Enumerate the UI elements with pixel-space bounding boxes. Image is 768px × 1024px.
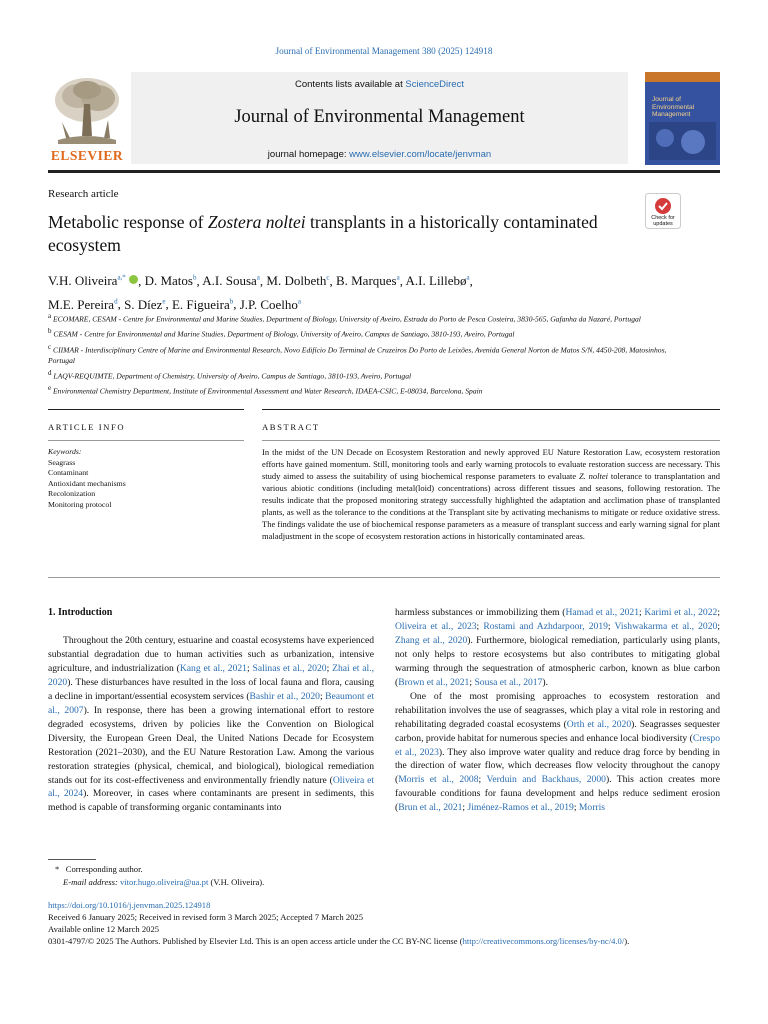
citation-link[interactable]: Vishwakarma et al., 2020 <box>614 620 718 632</box>
body-text: ; <box>717 607 720 618</box>
citation-link[interactable]: Oliveira et al., 2023 <box>395 620 477 632</box>
abstract-mid-rule <box>262 440 720 441</box>
body-text: ; <box>573 802 579 814</box>
keyword: Monitoring protocol <box>48 499 112 509</box>
body-text: ). This action creates more favourable conditions for fauna development and helps reduce sediment erosion ( <box>395 774 720 814</box>
doi-link[interactable]: https://doi.org/10.1016/j.jenvman.2025.124918 <box>48 900 211 910</box>
author[interactable]: E. Figueira$^b$ <box>171 296 234 312</box>
abstract-text: In the midst of the UN Decade on Ecosystem Restoration and newly approved EU Nature Restoration Law, ecosystem restoration efforts have gained momentum. Still, monitoring tools and early warning protocols to evaluate restoration success are necessary. This study aimed to assess the suitability of using biochemical response parameters to evaluate Z. noltei tolerance to transplantation and various abiotic conditions (including metal(loid) concentrations) across different tissues and seasons, following restoration. The results indicate that the proposed monitoring strategy successfully highlighted the adaptation and acclimation phase of transplanted plants, as well as the tolerance to the conditions at the Transplant site by activating mechanisms to mitigate or reduce oxidative stress. The findings validate the use of biochemical response parameters as a measure of transplant success and early warning signal for plant maladjustment in the scope of ecosystem restoration actions in historically contaminated areas. <box>262 447 720 541</box>
available-online: Available online 12 March 2025 <box>48 924 160 934</box>
author-line-1: V.H. Oliveira$^{a,*}$ , D. Matos$^b$, A.I. Sousa$^a$, M. Dolbeth$^c$, B. Marques$^a$, A.I. Lillebø$^a$, <box>48 273 473 289</box>
author[interactable]: B. Marques$^a$ <box>335 273 400 289</box>
body-text: ; <box>639 607 645 618</box>
body-text: ). These disturbances have resulted in the loss of local fauna and flora, causing a decline in important/essential ecosystem services ( <box>48 676 374 702</box>
elsevier-logo <box>48 74 126 150</box>
keyword: Contaminant <box>48 468 89 478</box>
article-title: Metabolic response of Zostera noltei transplants in a historically contaminated ecosystem <box>48 212 598 255</box>
citation-link[interactable]: Kang et al., 2021 <box>179 662 247 674</box>
body-text: ). In response, there has been a growing international effort to restore degraded ecosystems, driven by policies like the Convention on Biological Diversity, the European Green Deal, the United Nations Decade for Ecosystem Restoration (2021–2030), and the EU Nature Restoration Law. Among the various restoration strategies (physical, chemical, and biological), biological remediation stands out for its cost-effectiveness and environmentally friendly nature ( <box>48 704 375 786</box>
author[interactable]: J.P. Coelho$^a$ <box>239 296 301 312</box>
abstract-bottom-rule <box>48 577 720 578</box>
affiliations <box>48 311 668 399</box>
author[interactable]: M.E. Pereira$^d$ <box>48 296 118 312</box>
body-text: ; <box>246 662 253 674</box>
author[interactable]: V.H. Oliveira$^{a,*}$ <box>48 273 126 289</box>
affiliation: $^e$ Environmental Chemistry Department, Institute of Environmental Assessment and Water Research, IDAEA-CSIC, E-08034, Barcelona, Spain <box>48 384 483 396</box>
citation-link[interactable]: Brown et al., 2021 <box>398 676 470 688</box>
received-dates: Received 6 January 2025; Received in revised form 3 March 2025; Accepted 7 March 2025 <box>48 912 364 922</box>
keywords-label: Keywords: <box>48 447 82 456</box>
affiliation: $^c$ CIIMAR - Interdisciplinary Centre of Marine and Environmental Research, Novo Edifício Do Terminal de Cruzeiros Do Porto de Leixões, Avenida General Norton de Matos S/N, 4450-208, Matosinhos, Portugal <box>48 342 667 365</box>
journal-cover <box>645 72 720 165</box>
journal-homepage: journal homepage: www.elsevier.com/locate/jenvman <box>267 149 492 160</box>
author[interactable]: M. Dolbeth$^c$ <box>266 273 330 289</box>
abstract-top-rule <box>262 409 720 410</box>
author[interactable]: A.I. Lillebø$^a$ <box>405 273 470 289</box>
footnote-rule <box>48 859 96 860</box>
citation-link[interactable]: Morris et al., 2008 <box>398 774 479 786</box>
email-link[interactable]: vitor.hugo.oliveira@ua.pt <box>119 877 209 887</box>
keyword: Seagrass <box>48 457 76 467</box>
abstract-heading: ABSTRACT <box>262 422 320 432</box>
citation-link[interactable]: Orth et al., 2020 <box>566 718 632 730</box>
body-text: ; <box>478 774 487 786</box>
citation-link[interactable]: Zhai et al., 2020 <box>48 662 374 688</box>
cover-art-icon <box>645 72 720 165</box>
citation-link[interactable]: Karimi et al., 2022 <box>644 607 718 618</box>
citation-link[interactable]: Jiménez-Ramos et al., 2019 <box>467 802 574 814</box>
citation-link[interactable]: Rostami and Azhdarpoor, 2019 <box>483 620 608 632</box>
keywords <box>48 447 126 511</box>
license-link[interactable]: http://creativecommons.org/licenses/by-nc/4.0/ <box>462 936 625 946</box>
right-column <box>395 606 720 815</box>
elsevier-tree-icon <box>48 74 126 150</box>
body-text: ). Furthermore, biological remediation, particularly using plants, not only helps to restore ecosystems but also contributes to mitigating global warming through the sequestration of atmospheric carbon, known as blue carbon ( <box>395 634 720 688</box>
intro-heading: 1. Introduction <box>48 607 113 618</box>
corresponding-footnote: * Corresponding author. <box>55 864 143 874</box>
citation-link[interactable]: Beaumont et al., 2007 <box>48 690 374 716</box>
citation-link[interactable]: Bashir et al., 2020 <box>249 690 320 702</box>
citation-link[interactable]: Crespo et al., 2023 <box>395 732 720 758</box>
author-list <box>48 268 628 315</box>
affiliation: $^d$ LAQV-REQUIMTE, Department of Chemistry, University of Aveiro, Campus de Santiago, 3810-193, Aveiro, Portugal <box>48 368 412 381</box>
citation-link[interactable]: Hamad et al., 2021 <box>565 607 640 618</box>
citation-link[interactable]: Salinas et al., 2020 <box>252 662 327 674</box>
citation-link[interactable]: Verduin and Backhaus, 2000 <box>486 774 606 786</box>
journal-reference[interactable]: Journal of Environmental Management 380 (2025) 124918 <box>275 46 493 56</box>
license-statement: 0301-4797/© 2025 The Authors. Published by Elsevier Ltd. This is an open access article under the CC BY-NC license (http://creativecommons.org/licenses/by-nc/4.0/). <box>48 936 630 946</box>
citation-link[interactable]: Morris <box>578 802 606 814</box>
body-text: ; <box>319 690 326 702</box>
body-text: Throughout the 20th century, estuarine and coastal ecosystems have experienced substantial degradation due to human activities such as urbanization, intensive agriculture, and industrialization ( <box>48 635 374 674</box>
affiliation: $^b$ CESAM - Centre for Environmental and Marine Studies, Department of Biology, University of Aveiro, Campus de Santiago, 3810-193, Aveiro, Portugal <box>48 327 515 339</box>
citation-link[interactable]: Brun et al., 2021 <box>398 802 463 814</box>
email-footnote: E-mail address: vitor.hugo.oliveira@ua.pt (V.H. Oliveira). <box>63 877 265 887</box>
article-info-top-rule <box>48 409 244 410</box>
article-type: Research article <box>48 188 119 200</box>
body-text: ; <box>607 620 615 632</box>
header-rule <box>48 170 720 173</box>
body-text: ; <box>462 802 468 814</box>
article-info-heading: ARTICLE INFO <box>48 422 126 432</box>
affiliation: $^a$ ECOMARE, CESAM - Centre for Environmental and Marine Studies, Department of Biology, University of Aveiro, Estrada do Porto de Pesca Costeira, 3830-565, Gafanha da Nazaré, Portugal <box>48 312 641 324</box>
contents-availability: Contents lists available at ScienceDirect <box>295 79 464 90</box>
author[interactable]: S. Díez$^e$ <box>124 296 166 312</box>
body-paragraph <box>395 690 720 816</box>
orcid-icon[interactable] <box>129 275 138 284</box>
left-column <box>48 634 374 815</box>
body-text: ). <box>542 676 548 688</box>
body-text: ). They also improve water quality and reduce drag force by bending in the direction of water flow, which decreases flow velocity throughout the canopy ( <box>395 746 720 786</box>
citation-link[interactable]: Oliveira et al., 2024 <box>48 774 375 800</box>
intro-paragraph <box>48 634 374 815</box>
journal-title: Journal of Environmental Management <box>234 107 525 127</box>
author[interactable]: A.I. Sousa$^a$ <box>202 273 260 289</box>
author-line-2: M.E. Pereira$^d$, S. Díez$^e$, E. Figueira$^b$, J.P. Coelho$^a$ <box>48 296 301 312</box>
article-info-mid-rule <box>48 440 244 441</box>
keyword: Recolonization <box>48 489 96 499</box>
body-text: ). Seagrasses sequester carbon, provide habitat for numerous species and enhance local biodiversity ( <box>395 718 720 744</box>
body-text: ; <box>469 676 475 688</box>
body-text: One of the most promising approaches to ecosystem restoration and rehabilitation involves the use of seagrasses, which play a vital role in restoring and rehabilitating degraded coastal ecosystems ( <box>395 690 720 730</box>
cover-title: Journal of Environmental Management <box>652 96 695 118</box>
body-paragraph <box>395 606 720 690</box>
body-text: ). Moreover, in cases where contaminants are present in sediments, this method is capable of transforming organic contaminants into <box>48 788 374 814</box>
body-text: harmless substances or immobilizing them ( <box>395 607 566 618</box>
homepage-link[interactable]: www.elsevier.com/locate/jenvman <box>349 149 492 160</box>
author[interactable]: D. Matos$^b$ <box>144 273 197 289</box>
keyword: Antioxidant mechanisms <box>48 478 126 488</box>
citation-link[interactable]: Sousa et al., 2017 <box>474 676 543 688</box>
publisher-wordmark: ELSEVIER <box>50 148 124 163</box>
sciencedirect-link[interactable]: ScienceDirect <box>405 79 464 90</box>
citation-link[interactable]: Zhang et al., 2020 <box>395 634 468 646</box>
body-text: ; <box>476 620 484 632</box>
body-text: ; <box>326 662 333 674</box>
body-text: ; <box>717 620 720 632</box>
check-updates-label: Check for updates <box>651 215 675 227</box>
